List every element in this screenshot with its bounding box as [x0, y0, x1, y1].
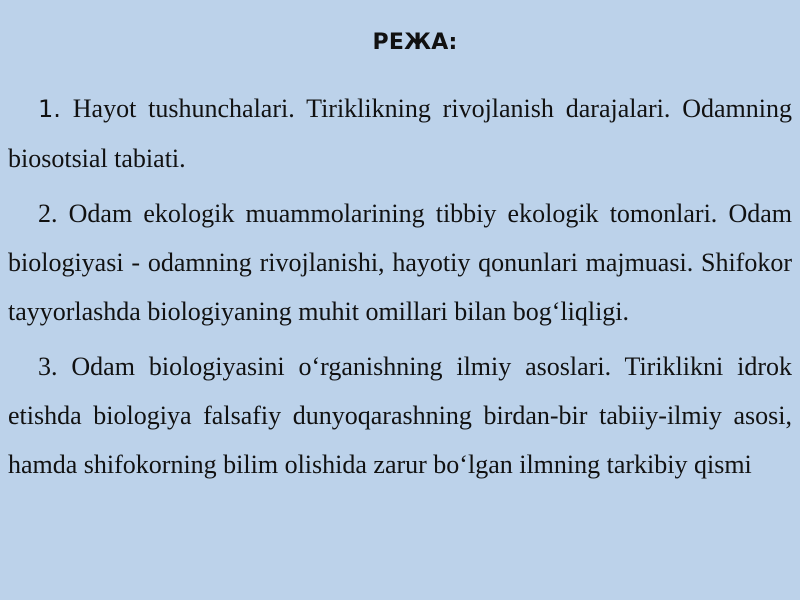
plan-item-1 [8, 84, 792, 183]
slide-title: РЕЖА: [372, 30, 458, 55]
plan-item-text: Odam ekologik muammolarining tibbiy ekologik tomonlari. Odam biologiyasi - odamning rivojlanishi, hayotiy qonunlari majmuasi. Shifokor tayyorlashda biologiyaning muhit omillari bilan bog‘liqligi. [8, 199, 792, 326]
plan-list [8, 84, 792, 495]
plan-item-number: 2. [38, 199, 58, 228]
plan-item-text: Hayot tushunchalari. Tiriklikning rivojlanish darajalari. Odamning biosotsial tabiati. [8, 94, 793, 173]
plan-item-number: 3. [38, 352, 58, 381]
plan-item-2 [8, 189, 792, 336]
plan-item-number: 1. [38, 95, 61, 123]
plan-item-text: Odam biologiyasini o‘rganishning ilmiy asoslari. Tiriklikni idrok etishda biologiya falsafiy dunyoqarashning birdan-bir tabiiy-ilmiy asosi, hamda shifokorning bilim olishida zarur bo‘lgan ilmning tarkibiy qismi [8, 352, 793, 479]
plan-item-3 [8, 342, 792, 489]
